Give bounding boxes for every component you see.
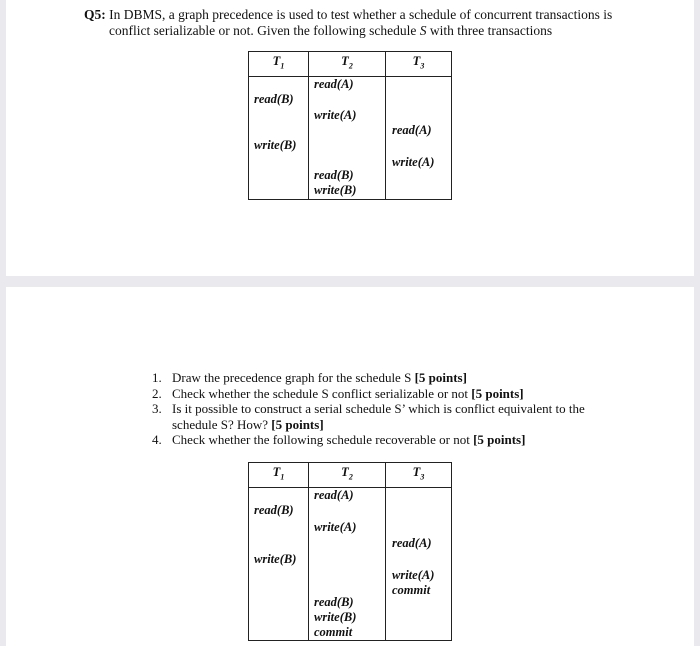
column-t3: [386, 76, 452, 199]
column-t1: [249, 487, 309, 640]
op-t2-4: write(B): [314, 182, 357, 197]
op-t2-5: commit: [314, 624, 353, 639]
column-t2: [309, 76, 386, 199]
column-t1: [249, 76, 309, 199]
column-t3: [386, 487, 452, 640]
question-label: Q5:: [84, 7, 106, 22]
op-t2-3: read(B): [314, 167, 354, 182]
op-t2-3: read(B): [314, 594, 354, 609]
question-text-1: In DBMS, a graph precedence is used to test whether a schedule of concurrent transactions is: [109, 7, 613, 22]
table-header-row: [249, 463, 452, 488]
op-t3-1: read(A): [392, 535, 432, 550]
schedule-table-2: [248, 462, 452, 641]
op-t3-1: read(A): [392, 122, 432, 137]
header-t1: $T_1$: [249, 463, 309, 488]
tasks-card: [6, 287, 694, 646]
schedule-table-1: [248, 51, 452, 200]
column-t2: [309, 487, 386, 640]
question-text-2a: conflict serializable or not. Given the following schedule: [109, 23, 420, 38]
question-card: [6, 0, 694, 276]
op-t3-2: write(A): [392, 154, 435, 169]
task-item: 3. Is it possible to construct a serial schedule S’ which is conflict equivalent to the schedule S? How? [5 points]: [152, 401, 585, 432]
question-text-2b: with three transactions: [426, 23, 553, 38]
op-t1-1: read(B): [254, 91, 294, 106]
op-t2-2: write(A): [314, 519, 357, 534]
op-t2-4: write(B): [314, 609, 357, 624]
task-item: 4. Check whether the following schedule recoverable or not [5 points]: [152, 432, 526, 447]
op-t1-2: write(B): [254, 551, 297, 566]
header-t1: $T_1$: [249, 52, 309, 77]
op-t2-1: read(A): [314, 487, 354, 502]
schedule-symbol: S: [419, 23, 427, 38]
task-list: [152, 370, 632, 448]
op-t1-2: write(B): [254, 137, 297, 152]
header-t2: $T_2$: [309, 463, 386, 488]
header-t3: $T_3$: [386, 463, 452, 488]
header-t2: $T_2$: [309, 52, 386, 77]
op-t3-2: write(A): [392, 567, 435, 582]
header-t3: $T_3$: [386, 52, 452, 77]
table-body-row: [249, 76, 452, 199]
task-item: 2. Check whether the schedule S conflict serializable or not [5 points]: [152, 385, 524, 401]
table-header-row: [249, 52, 452, 77]
op-t1-1: read(B): [254, 502, 294, 517]
op-t2-2: write(A): [314, 107, 357, 122]
question-line-2: [109, 23, 552, 39]
table-body-row: [249, 487, 452, 640]
op-t2-1: read(A): [314, 76, 354, 91]
task-item: 1. Draw the precedence graph for the schedule S [5 points]: [152, 370, 467, 385]
question-line-1: [84, 7, 612, 23]
op-t3-3: commit: [392, 582, 431, 597]
